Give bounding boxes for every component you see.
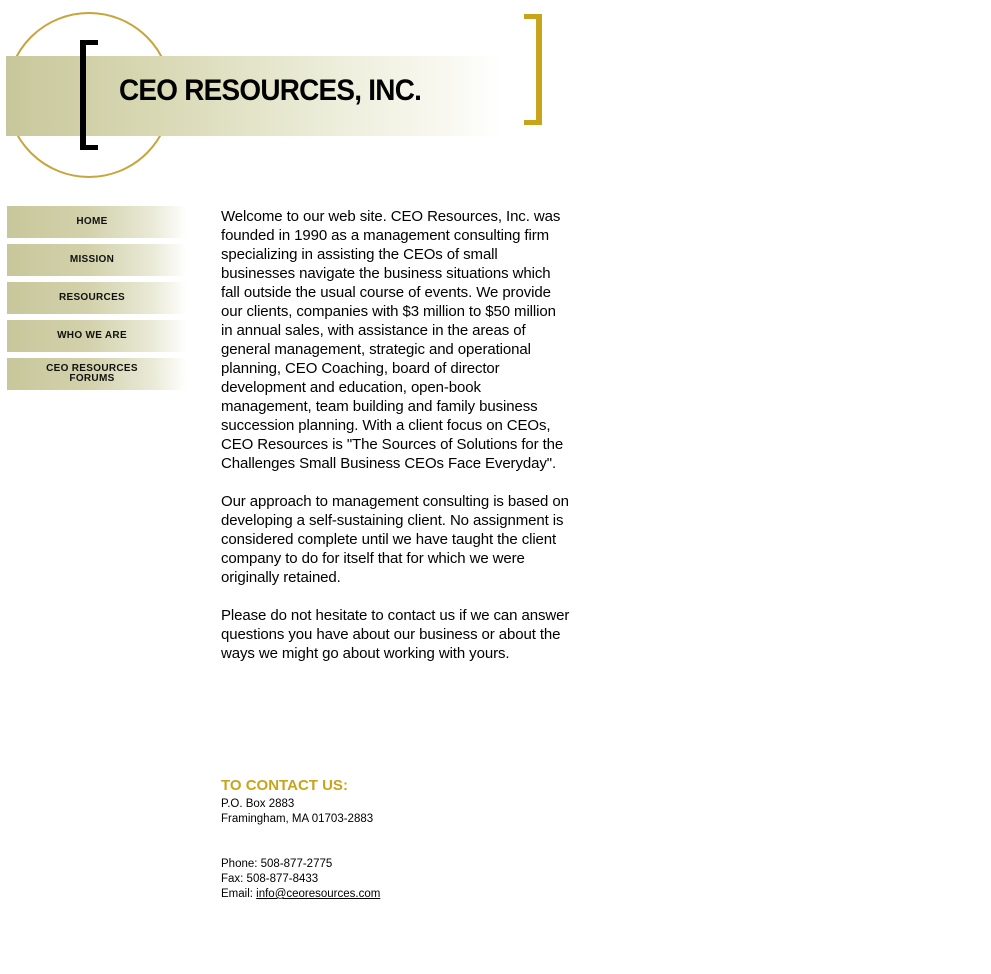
contact-numbers — [221, 857, 380, 902]
email-line — [221, 887, 380, 902]
welcome-paragraph: Welcome to our web site. CEO Resources, Inc. was founded in 1990 as a management consulting firm specializing in assisting the CEOs of small businesses navigate the business situations which fall outside the usual course of events. We provide our clients, companies with $3 million to $50 million in annual sales, with assistance in the areas of general management, strategic and operational planning, CEO Coaching, board of director development and education, open-book management, team building and family business succession planning. With a client focus on CEOs, CEO Resources is "The Sources of Solutions for the Challenges Small Business CEOs Face Everyday". — [221, 208, 564, 472]
main-nav — [7, 206, 187, 396]
email-link[interactable]: info@ceoresources.com — [256, 888, 381, 900]
nav-button-label: MISSION — [69, 254, 115, 265]
logo-text: CEO RESOURCES, INC. — [119, 74, 422, 107]
nav-button-home[interactable] — [7, 206, 187, 238]
address-line-city: Framingham, MA 01703-2883 — [221, 813, 374, 825]
nav-button-who-we-are[interactable] — [7, 320, 187, 352]
contact-address — [221, 797, 373, 827]
site-logo — [0, 0, 560, 190]
phone-number: Phone: 508-877-2775 — [221, 858, 333, 870]
main-content — [221, 207, 571, 682]
email-label: Email: — [221, 888, 257, 900]
contact-invite-paragraph: Please do not hesitate to contact us if we can answer questions you have about our business or about the ways we might go about working with yours. — [221, 607, 570, 662]
nav-button-ceo-resources-forums[interactable] — [7, 358, 187, 390]
nav-button-label: WHO WE ARE — [57, 330, 127, 341]
address-line-po-box: P.O. Box 2883 — [221, 798, 295, 810]
nav-button-label: RESOURCES — [58, 292, 126, 303]
nav-button-label: HOME — [76, 216, 108, 227]
nav-button-mission[interactable] — [7, 244, 187, 276]
nav-button-resources[interactable] — [7, 282, 187, 314]
approach-paragraph: Our approach to management consulting is based on developing a self-sustaining client. No assignment is considered complete until we have taught the client company to do for itself that for which we were originally retained. — [221, 493, 569, 586]
logo-right-bracket — [524, 14, 542, 125]
fax-number: Fax: 508-877-8433 — [221, 873, 319, 885]
nav-button-label: CEO RESOURCES FORUMS — [46, 363, 138, 384]
contact-heading: TO CONTACT US: — [221, 777, 348, 794]
logo-left-bracket — [80, 40, 98, 150]
